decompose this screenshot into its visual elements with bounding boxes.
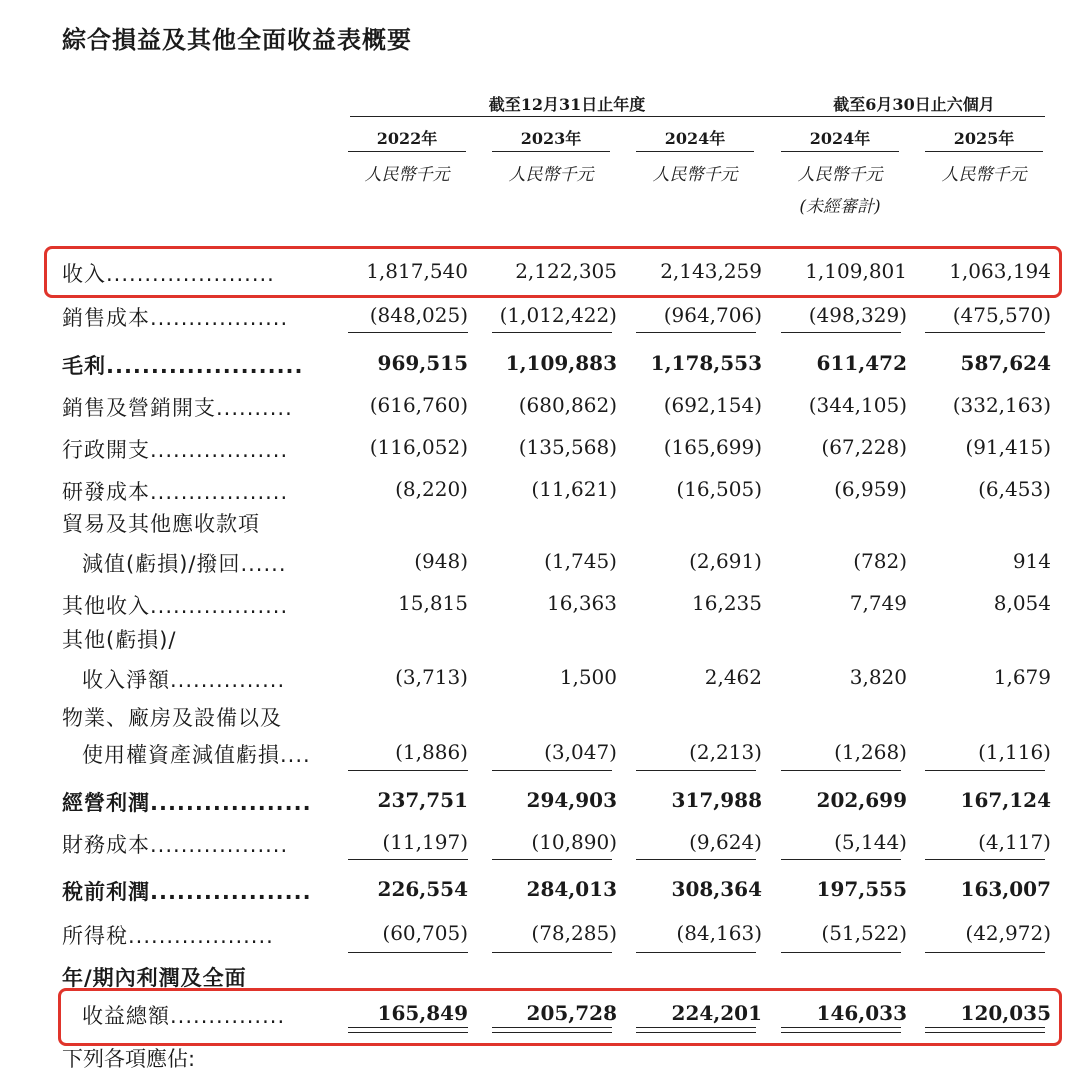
table-cell: (16,505) xyxy=(676,477,762,501)
table-cell: 969,515 xyxy=(377,351,468,375)
header-group-year-rule xyxy=(350,116,784,117)
table-cell: 1,679 xyxy=(993,665,1051,689)
table-cell: 16,235 xyxy=(692,591,762,615)
table-cell: 1,109,883 xyxy=(505,351,617,375)
subtotal-rule xyxy=(925,332,1045,333)
header-unit-2: 人民幣千元 xyxy=(508,165,594,185)
subtotal-rule xyxy=(925,770,1045,771)
table-cell: 3,820 xyxy=(849,665,907,689)
table-cell: 2,122,305 xyxy=(515,259,617,283)
row-label: 財務成本.................. xyxy=(62,833,289,857)
table-cell: (498,329) xyxy=(808,303,907,327)
table-cell: (475,570) xyxy=(952,303,1051,327)
table-cell: (6,959) xyxy=(834,477,907,501)
subtotal-rule xyxy=(636,332,756,333)
table-cell: (3,713) xyxy=(395,665,468,689)
page-title: 綜合損益及其他全面收益表概要 xyxy=(62,26,412,54)
table-cell: 16,363 xyxy=(547,591,617,615)
highlight-box-revenue xyxy=(44,246,1062,298)
row-label: 毛利...................... xyxy=(62,354,304,378)
subtotal-rule xyxy=(925,859,1045,860)
row-label: 其他(虧損)/ xyxy=(62,628,177,652)
table-cell: (2,213) xyxy=(689,740,762,764)
row-label: 貿易及其他應收款項 xyxy=(62,512,260,536)
subtotal-rule xyxy=(781,859,901,860)
table-cell: (2,691) xyxy=(689,549,762,573)
table-cell: (67,228) xyxy=(821,435,907,459)
table-cell: 284,013 xyxy=(526,877,617,901)
table-cell: 226,554 xyxy=(377,877,468,901)
table-cell: (1,745) xyxy=(544,549,617,573)
table-cell: 197,555 xyxy=(816,877,907,901)
row-label-continued: 使用權資產減值虧損.... xyxy=(82,743,311,767)
highlight-box-total-comprehensive-income xyxy=(58,988,1062,1046)
table-cell: (8,220) xyxy=(395,477,468,501)
header-year-5: 2025年 xyxy=(953,129,1015,148)
subtotal-rule xyxy=(348,952,468,953)
subtotal-rule xyxy=(348,770,468,771)
table-cell: 1,500 xyxy=(559,665,617,689)
table-cell: (692,154) xyxy=(663,393,762,417)
header-unit-5: 人民幣千元 xyxy=(941,165,1027,185)
table-cell: 1,109,801 xyxy=(805,259,907,283)
header-year-4: 2024年 xyxy=(809,129,871,148)
row-label: 研發成本.................. xyxy=(62,480,289,504)
table-cell: 308,364 xyxy=(671,877,762,901)
table-cell: 120,035 xyxy=(960,1001,1051,1025)
table-cell: (5,144) xyxy=(834,830,907,854)
header-year-3: 2024年 xyxy=(664,129,726,148)
table-cell: 7,749 xyxy=(849,591,907,615)
table-cell: 1,817,540 xyxy=(366,259,468,283)
table-cell: (964,706) xyxy=(663,303,762,327)
table-cell: 587,624 xyxy=(960,351,1051,375)
row-label: 所得稅................... xyxy=(62,924,274,948)
row-label: 收入...................... xyxy=(62,262,275,286)
table-cell: 317,988 xyxy=(671,788,762,812)
table-cell: 294,903 xyxy=(526,788,617,812)
row-label: 年/期內利潤及全面 xyxy=(62,966,247,990)
table-cell: (1,886) xyxy=(395,740,468,764)
header-year-1: 2022年 xyxy=(376,129,438,148)
header-group-halfyear: 截至6月30日止六個月 xyxy=(833,95,995,114)
header-year-rule-5 xyxy=(925,151,1043,152)
table-cell: (616,760) xyxy=(369,393,468,417)
row-label: 其他收入.................. xyxy=(62,594,289,618)
subtotal-rule xyxy=(492,859,612,860)
table-cell: 611,472 xyxy=(816,351,907,375)
row-label-continued: 收入淨額............... xyxy=(82,668,286,692)
header-year-2: 2023年 xyxy=(520,129,582,148)
subtotal-rule xyxy=(492,952,612,953)
table-cell: (948) xyxy=(414,549,468,573)
table-cell: 165,849 xyxy=(377,1001,468,1025)
table-cell: (9,624) xyxy=(689,830,762,854)
subtotal-rule xyxy=(925,952,1045,953)
header-year-rule-4 xyxy=(781,151,899,152)
table-cell: (6,453) xyxy=(978,477,1051,501)
header-unit-1: 人民幣千元 xyxy=(364,165,450,185)
table-cell: 914 xyxy=(1012,549,1051,573)
table-cell: (4,117) xyxy=(978,830,1051,854)
subtotal-rule xyxy=(636,859,756,860)
subtotal-rule xyxy=(636,952,756,953)
table-cell: (848,025) xyxy=(369,303,468,327)
table-cell: (135,568) xyxy=(518,435,617,459)
header-unit-3: 人民幣千元 xyxy=(652,165,738,185)
partial-next-line: 下列各項應佔: xyxy=(62,1047,196,1071)
table-cell: (78,285) xyxy=(531,921,617,945)
table-cell: (1,012,422) xyxy=(499,303,617,327)
row-label: 物業、廠房及設備以及 xyxy=(62,706,282,730)
header-year-rule-2 xyxy=(492,151,610,152)
table-cell: (3,047) xyxy=(544,740,617,764)
table-cell: 237,751 xyxy=(377,788,468,812)
table-cell: 15,815 xyxy=(398,591,468,615)
table-cell: 205,728 xyxy=(526,1001,617,1025)
header-year-rule-1 xyxy=(348,151,466,152)
subtotal-rule xyxy=(492,770,612,771)
row-label-continued: 減值(虧損)/撥回...... xyxy=(82,552,287,576)
header-year-rule-3 xyxy=(636,151,754,152)
table-cell: (116,052) xyxy=(369,435,468,459)
table-cell: 2,143,259 xyxy=(660,259,762,283)
table-cell: (11,197) xyxy=(382,830,468,854)
table-cell: 1,063,194 xyxy=(949,259,1051,283)
header-group-year: 截至12月31日止年度 xyxy=(488,95,646,114)
subtotal-rule xyxy=(348,859,468,860)
table-cell: 146,033 xyxy=(816,1001,907,1025)
table-cell: 224,201 xyxy=(671,1001,762,1025)
table-cell: (42,972) xyxy=(965,921,1051,945)
subtotal-rule xyxy=(781,770,901,771)
table-cell: (10,890) xyxy=(531,830,617,854)
row-label-continued: 收益總額............... xyxy=(82,1004,286,1028)
row-label: 銷售及營銷開支.......... xyxy=(62,396,293,420)
row-label: 稅前利潤.................. xyxy=(62,880,312,904)
table-cell: 8,054 xyxy=(993,591,1051,615)
table-cell: (165,699) xyxy=(663,435,762,459)
table-cell: (84,163) xyxy=(676,921,762,945)
table-cell: 202,699 xyxy=(816,788,907,812)
header-unit-4: 人民幣千元 xyxy=(797,165,883,185)
table-cell: (60,705) xyxy=(382,921,468,945)
table-cell: (51,522) xyxy=(821,921,907,945)
subtotal-rule xyxy=(348,332,468,333)
row-label: 經營利潤.................. xyxy=(62,791,312,815)
subtotal-rule xyxy=(781,952,901,953)
row-label: 銷售成本.................. xyxy=(62,306,289,330)
table-cell: 1,178,553 xyxy=(650,351,762,375)
table-cell: 163,007 xyxy=(960,877,1051,901)
table-cell: (91,415) xyxy=(965,435,1051,459)
header-unaudited-note: (未經審計) xyxy=(799,197,881,217)
table-cell: (344,105) xyxy=(808,393,907,417)
table-cell: (680,862) xyxy=(518,393,617,417)
table-cell: (1,268) xyxy=(834,740,907,764)
header-group-halfyear-rule xyxy=(783,116,1045,117)
subtotal-rule xyxy=(492,332,612,333)
subtotal-rule xyxy=(636,770,756,771)
table-cell: (11,621) xyxy=(531,477,617,501)
table-cell: 167,124 xyxy=(960,788,1051,812)
table-cell: (332,163) xyxy=(952,393,1051,417)
subtotal-rule xyxy=(781,332,901,333)
table-cell: 2,462 xyxy=(704,665,762,689)
table-cell: (782) xyxy=(853,549,907,573)
row-label: 行政開支.................. xyxy=(62,438,289,462)
table-cell: (1,116) xyxy=(978,740,1051,764)
